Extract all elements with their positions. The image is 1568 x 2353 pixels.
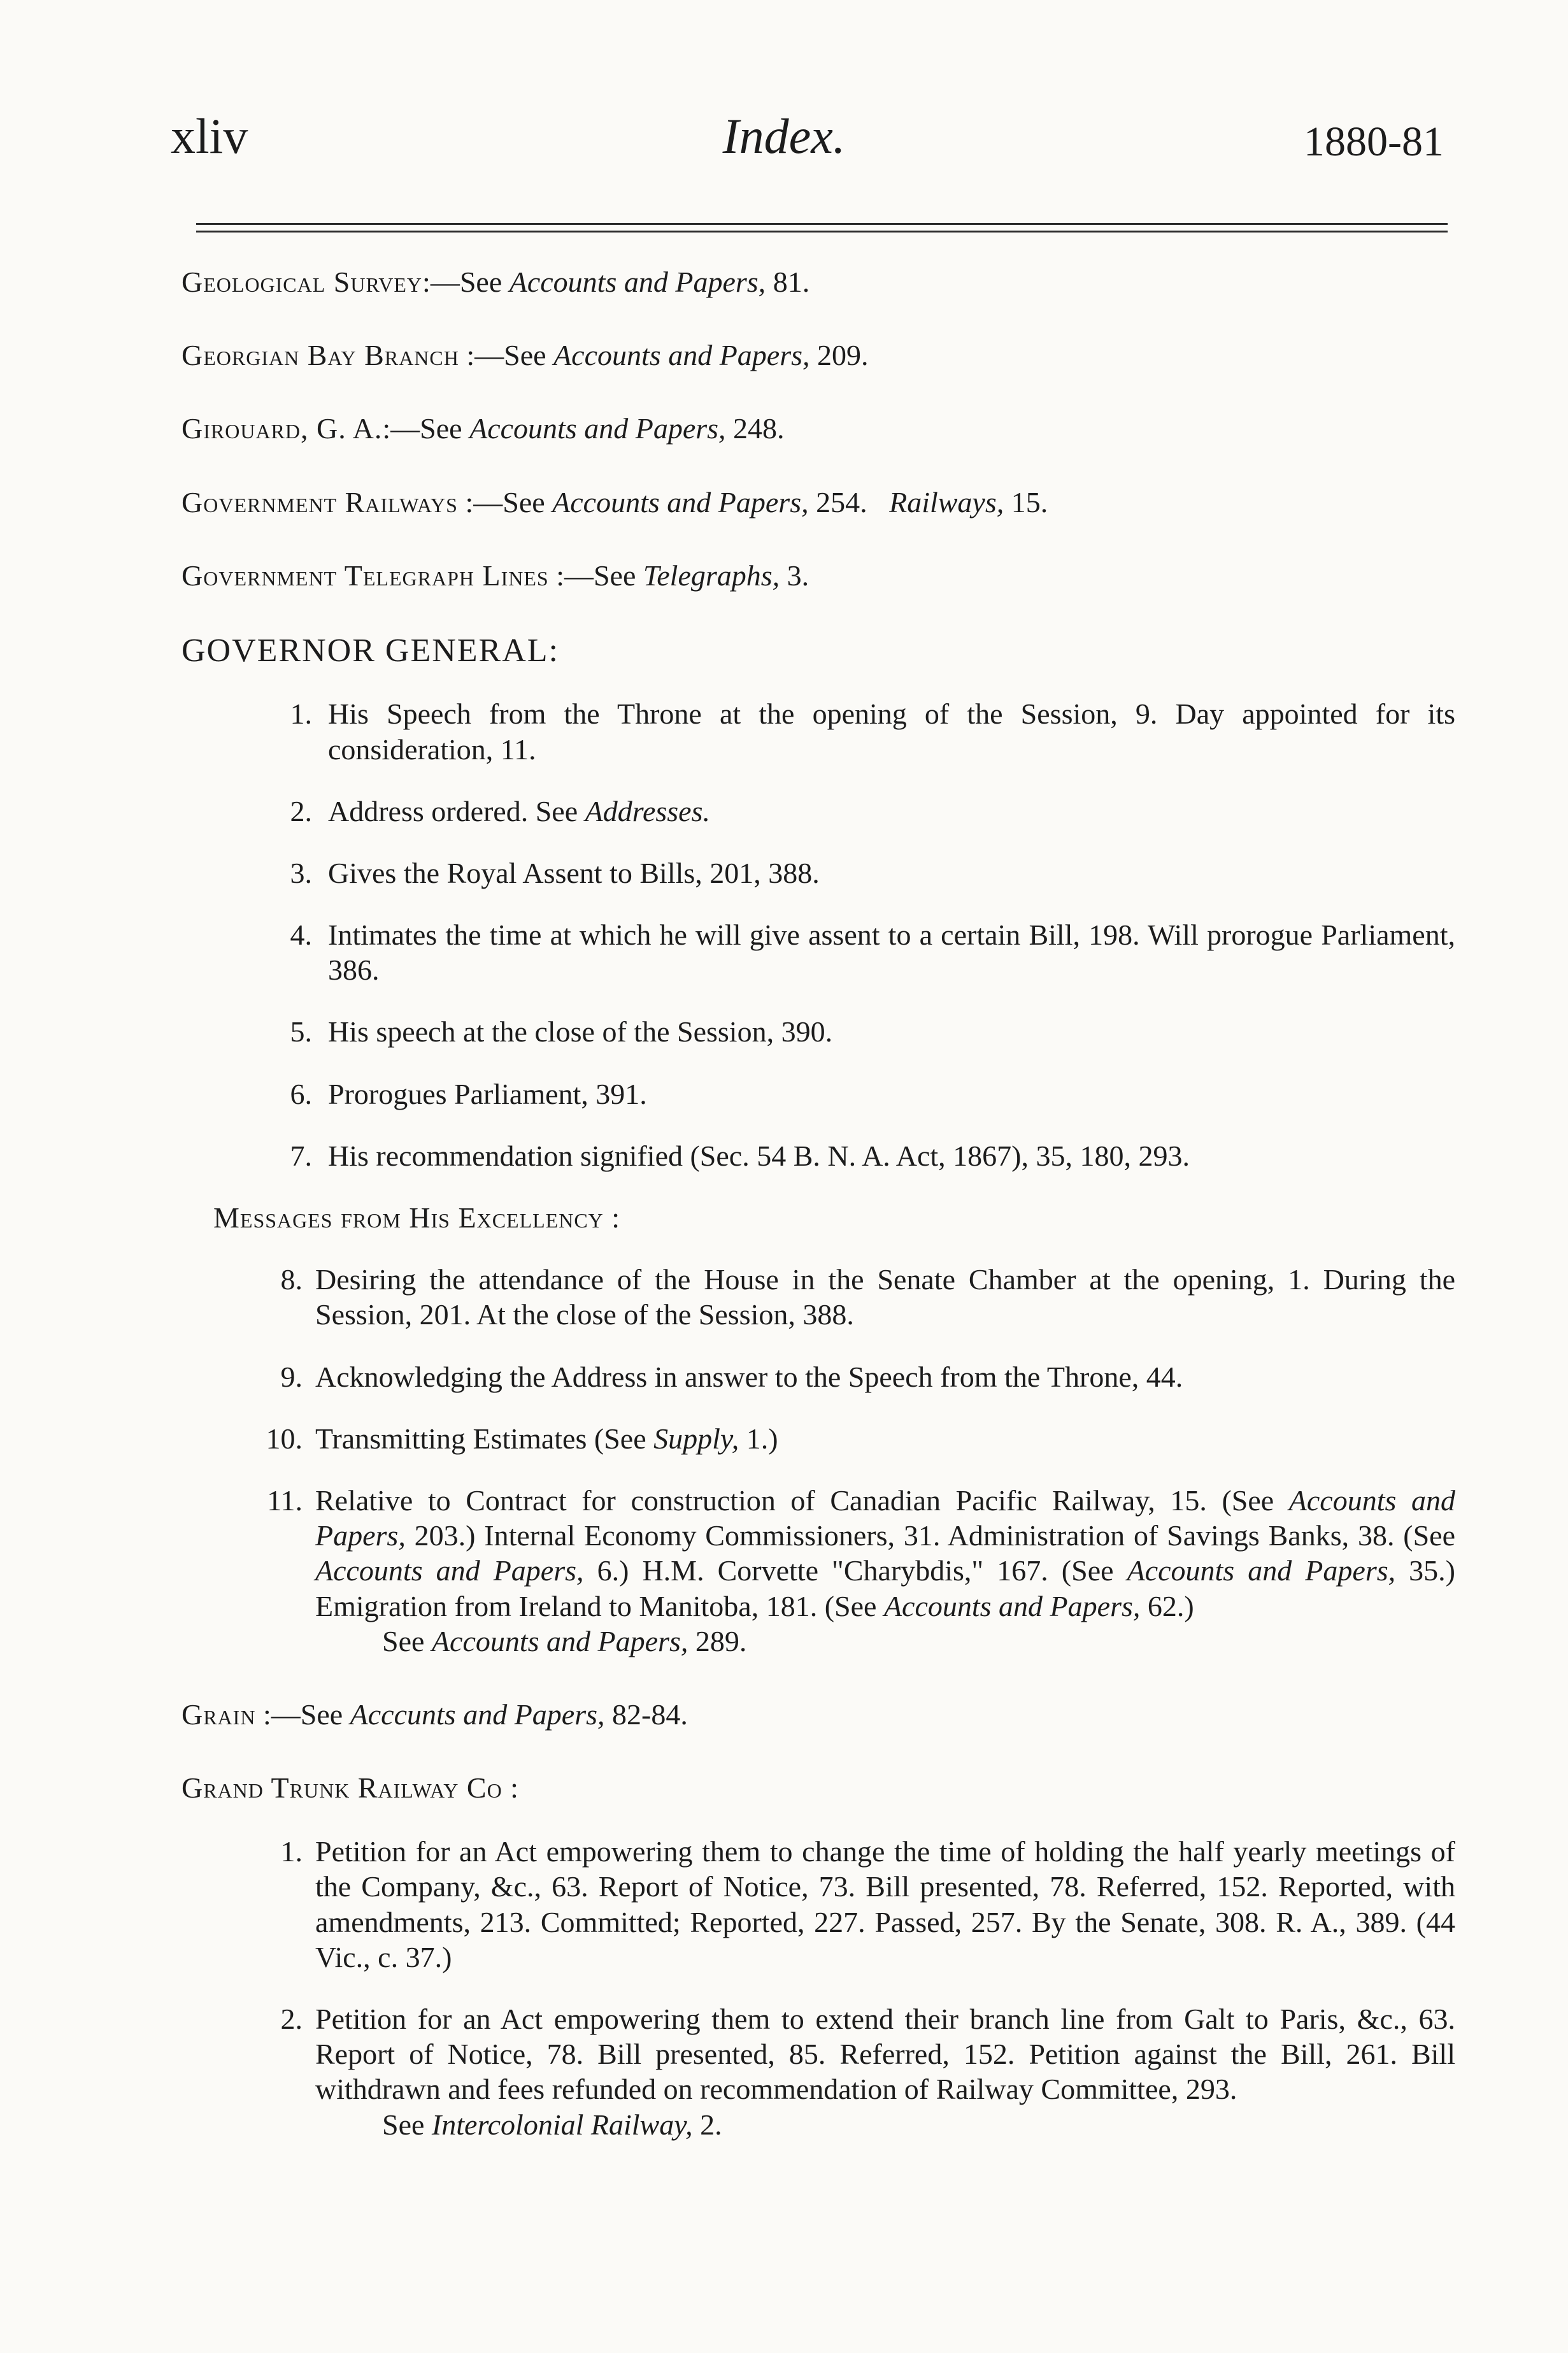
message-item-9: 9. Acknowledging the Address in answer to the Speech from the Throne, 44. bbox=[280, 1360, 1183, 1393]
message-item-11: 11. Relative to Contract for construction of Canadian Pacific Railway, 15. (See Accounts and Papers, 203.) Internal Economy Commissioners, 31. Administration of Savings Banks, 38. (See Accounts and Papers, 6.) H.M. Corvette "Charybdis," 167. (See Accounts and Papers, 35.) Emigration from Ireland to Manitoba, 181. (See Accounts and Papers, 62.) See Accounts and Papers, 289. bbox=[182, 1483, 1455, 1659]
session-years: 1880-81 bbox=[1304, 118, 1444, 165]
page-number: xliv bbox=[171, 108, 248, 164]
entry-georgian-bay-branch: Georgian Bay Branch :—See Accounts and Papers, 209. bbox=[182, 339, 869, 372]
entry-geological-survey: Geological Survey:—See Accounts and Papers, 81. bbox=[182, 266, 810, 298]
see-also-line: See Intercolonial Railway, 2. bbox=[382, 2108, 722, 2141]
heading-messages: Messages from His Excellency : bbox=[213, 1201, 621, 1234]
governor-item-7: 7. His recommendation signified (Sec. 54 B. N. A. Act, 1867), 35, 180, 293. bbox=[290, 1139, 1190, 1172]
governor-item-3: 3. Gives the Royal Assent to Bills, 201, 388. bbox=[290, 856, 820, 889]
grand-trunk-item-1: 1. Petition for an Act empowering them to change the time of holding the half yearly meetings of the Company, &c., 63. Report of Notice, 73. Bill presented, 78. Referred, 152. Reported, with amendments, 213. Committed; Reported, 227. Passed, 257. By the Senate, 308. R. A., 389. (44 Vic., c. 37.) bbox=[280, 1835, 1455, 1973]
entry-government-railways: Government Railways :—See Accounts and Papers, 254. Railways, 15. bbox=[182, 485, 1048, 519]
entry-government-telegraph-lines: Government Telegraph Lines :—See Telegraphs, 3. bbox=[182, 559, 809, 592]
governor-item-1: 1. His Speech from the Throne at the opening of the Session, 9. Day appointed for its consideration, 11. bbox=[290, 697, 1455, 766]
header-rule-bottom bbox=[196, 231, 1448, 232]
governor-item-2: 2. Address ordered. See Addresses. bbox=[290, 794, 710, 827]
message-item-10: 10. Transmitting Estimates (See Supply, 1.) bbox=[266, 1422, 778, 1455]
entry-grain: Grain :—See Acccunts and Papers, 82-84. bbox=[182, 1698, 688, 1731]
heading-grand-trunk: Grand Trunk Railway Co : bbox=[182, 1771, 519, 1805]
message-item-8: 8. Desiring the attendance of the House in the Senate Chamber at the opening, 1. During the Session, 201. At the close of the Session, 388. bbox=[280, 1263, 1455, 1331]
grand-trunk-item-2: 2. Petition for an Act empowering them to extend their branch line from Galt to Paris, &c., 63. Report of Notice, 78. Bill presented, 85. Referred, 152. Petition against the Bill, 261. Bill withdrawn and fees refunded on recommendation of Railway Committee, 293. See Intercolonial Railway, 2. bbox=[182, 2001, 1455, 2142]
heading-governor-general: GOVERNOR GENERAL: bbox=[182, 632, 559, 669]
governor-item-4: 4. Intimates the time at which he will give assent to a certain Bill, 198. Will prorogue Parliament, 386. bbox=[290, 919, 1455, 987]
see-also-line: See Accounts and Papers, 289. bbox=[382, 1624, 747, 1657]
header-rule-top bbox=[196, 223, 1448, 225]
page-title: Index. bbox=[722, 108, 846, 164]
governor-item-6: 6. Prorogues Parliament, 391. bbox=[290, 1077, 647, 1110]
governor-item-5: 5. His speech at the close of the Session, 390. bbox=[290, 1015, 833, 1048]
entry-girouard: Girouard, G. A.:—See Accounts and Papers, 248. bbox=[182, 412, 785, 445]
index-content bbox=[182, 264, 1455, 2169]
